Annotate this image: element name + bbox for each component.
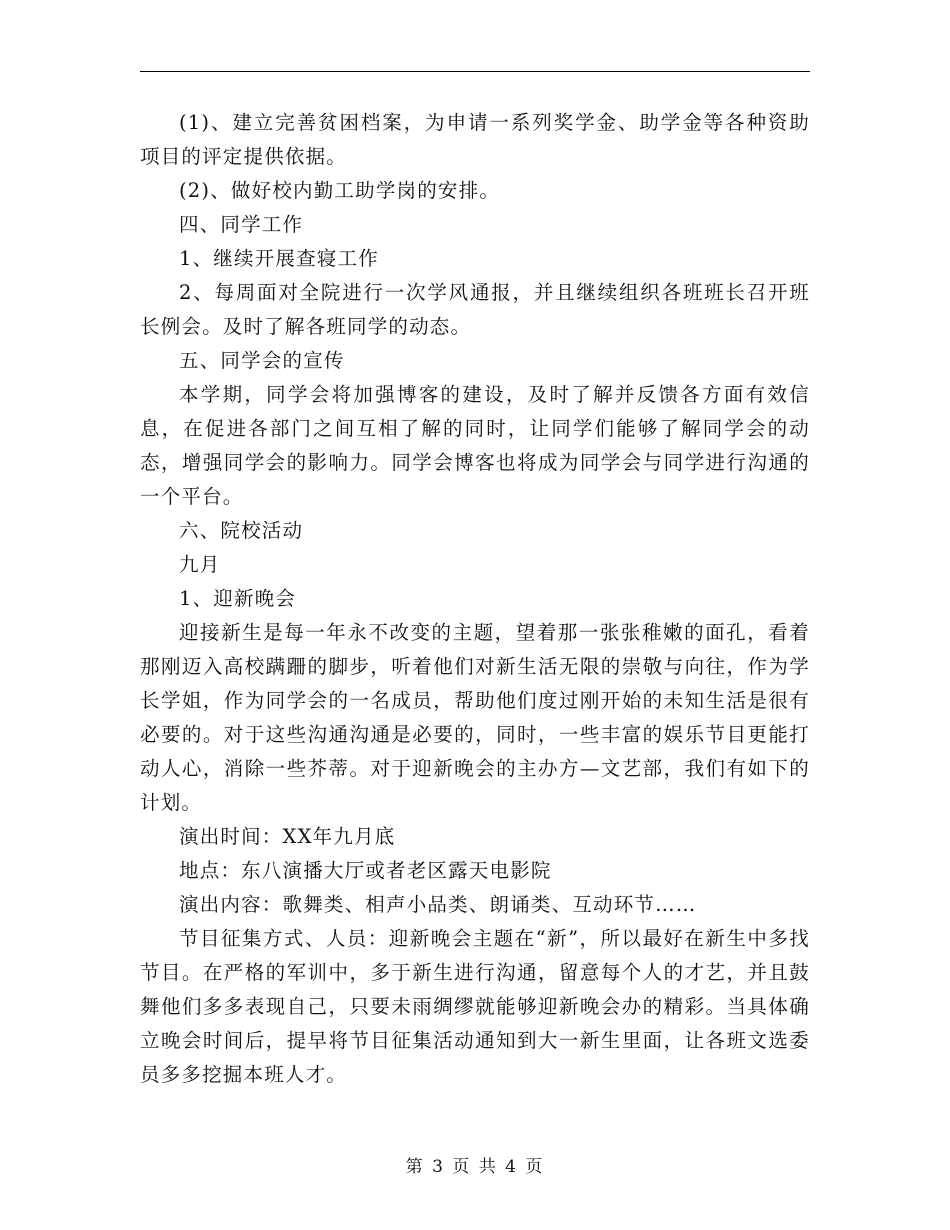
page-number-footer: 第 3 页 共 4 页 [405, 1157, 545, 1177]
document-body [140, 106, 810, 1092]
paragraph-dorm-check: 1、继续开展查寝工作 [179, 247, 379, 270]
paragraph-blog: 本学期，同学会将加强博客的建设，及时了解并反馈各方面有效信息，在促进各部门之间互相了解的同时，让同学们能够了解同学会的动态，增强同学会的影响力。同学会博客也将成为同学会与同学进行沟通的一个平台。 [140, 383, 810, 508]
paragraph-work-study: (2)、做好校内勤工助学岗的安排。 [179, 179, 501, 202]
paragraph-program-collection: 节目征集方式、人员：迎新晚会主题在“新”，所以最好在新生中多找节目。在严格的军训中，多于新生进行沟通，留意每个人的才艺，并且鼓舞他们多多表现自己，只要未雨绸缪就能够迎新晚会办的精彩。当具体确立晚会时间后，提早将节目征集活动通知到大一新生里面，让各班文选委员多多挖掘本班人才。 [140, 927, 810, 1086]
subheading-welcome-party: 1、迎新晚会 [179, 587, 297, 610]
paragraph-show-time: 演出时间：XX年九月底 [179, 825, 396, 848]
section-heading-student-work: 四、同学工作 [179, 213, 304, 236]
paragraph-location: 地点：东八演播大厅或者老区露天电影院 [179, 859, 552, 882]
paragraph-welcome-intro: 迎接新生是每一年永不改变的主题，望着那一张张稚嫩的面孔，看着那刚迈入高校蹒跚的脚步，听着他们对新生活无限的崇敬与向往，作为学长学姐，作为同学会的一名成员，帮助他们度过刚开始的未知生活是很有必要的。对于这些沟通沟通是必要的，同时，一些丰富的娱乐节目更能打动人心，消除一些芥蒂。对于迎新晚会的主办方—文艺部，我们有如下的计划。 [140, 621, 810, 814]
paragraph-show-content: 演出内容：歌舞类、相声小品类、朗诵类、互动环节…… [179, 893, 697, 916]
paragraph-poverty-archive: (1)、建立完善贫困档案，为申请一系列奖学金、助学金等各种资助项目的评定提供依据。 [140, 111, 810, 168]
subheading-september: 九月 [179, 553, 221, 576]
paragraph-weekly-report: 2、每周面对全院进行一次学风通报，并且继续组织各班班长召开班长例会。及时了解各班同学的动态。 [140, 281, 810, 338]
section-heading-activities: 六、院校活动 [179, 519, 304, 542]
section-heading-publicity: 五、同学会的宣传 [179, 349, 345, 372]
header-rule [140, 71, 810, 72]
